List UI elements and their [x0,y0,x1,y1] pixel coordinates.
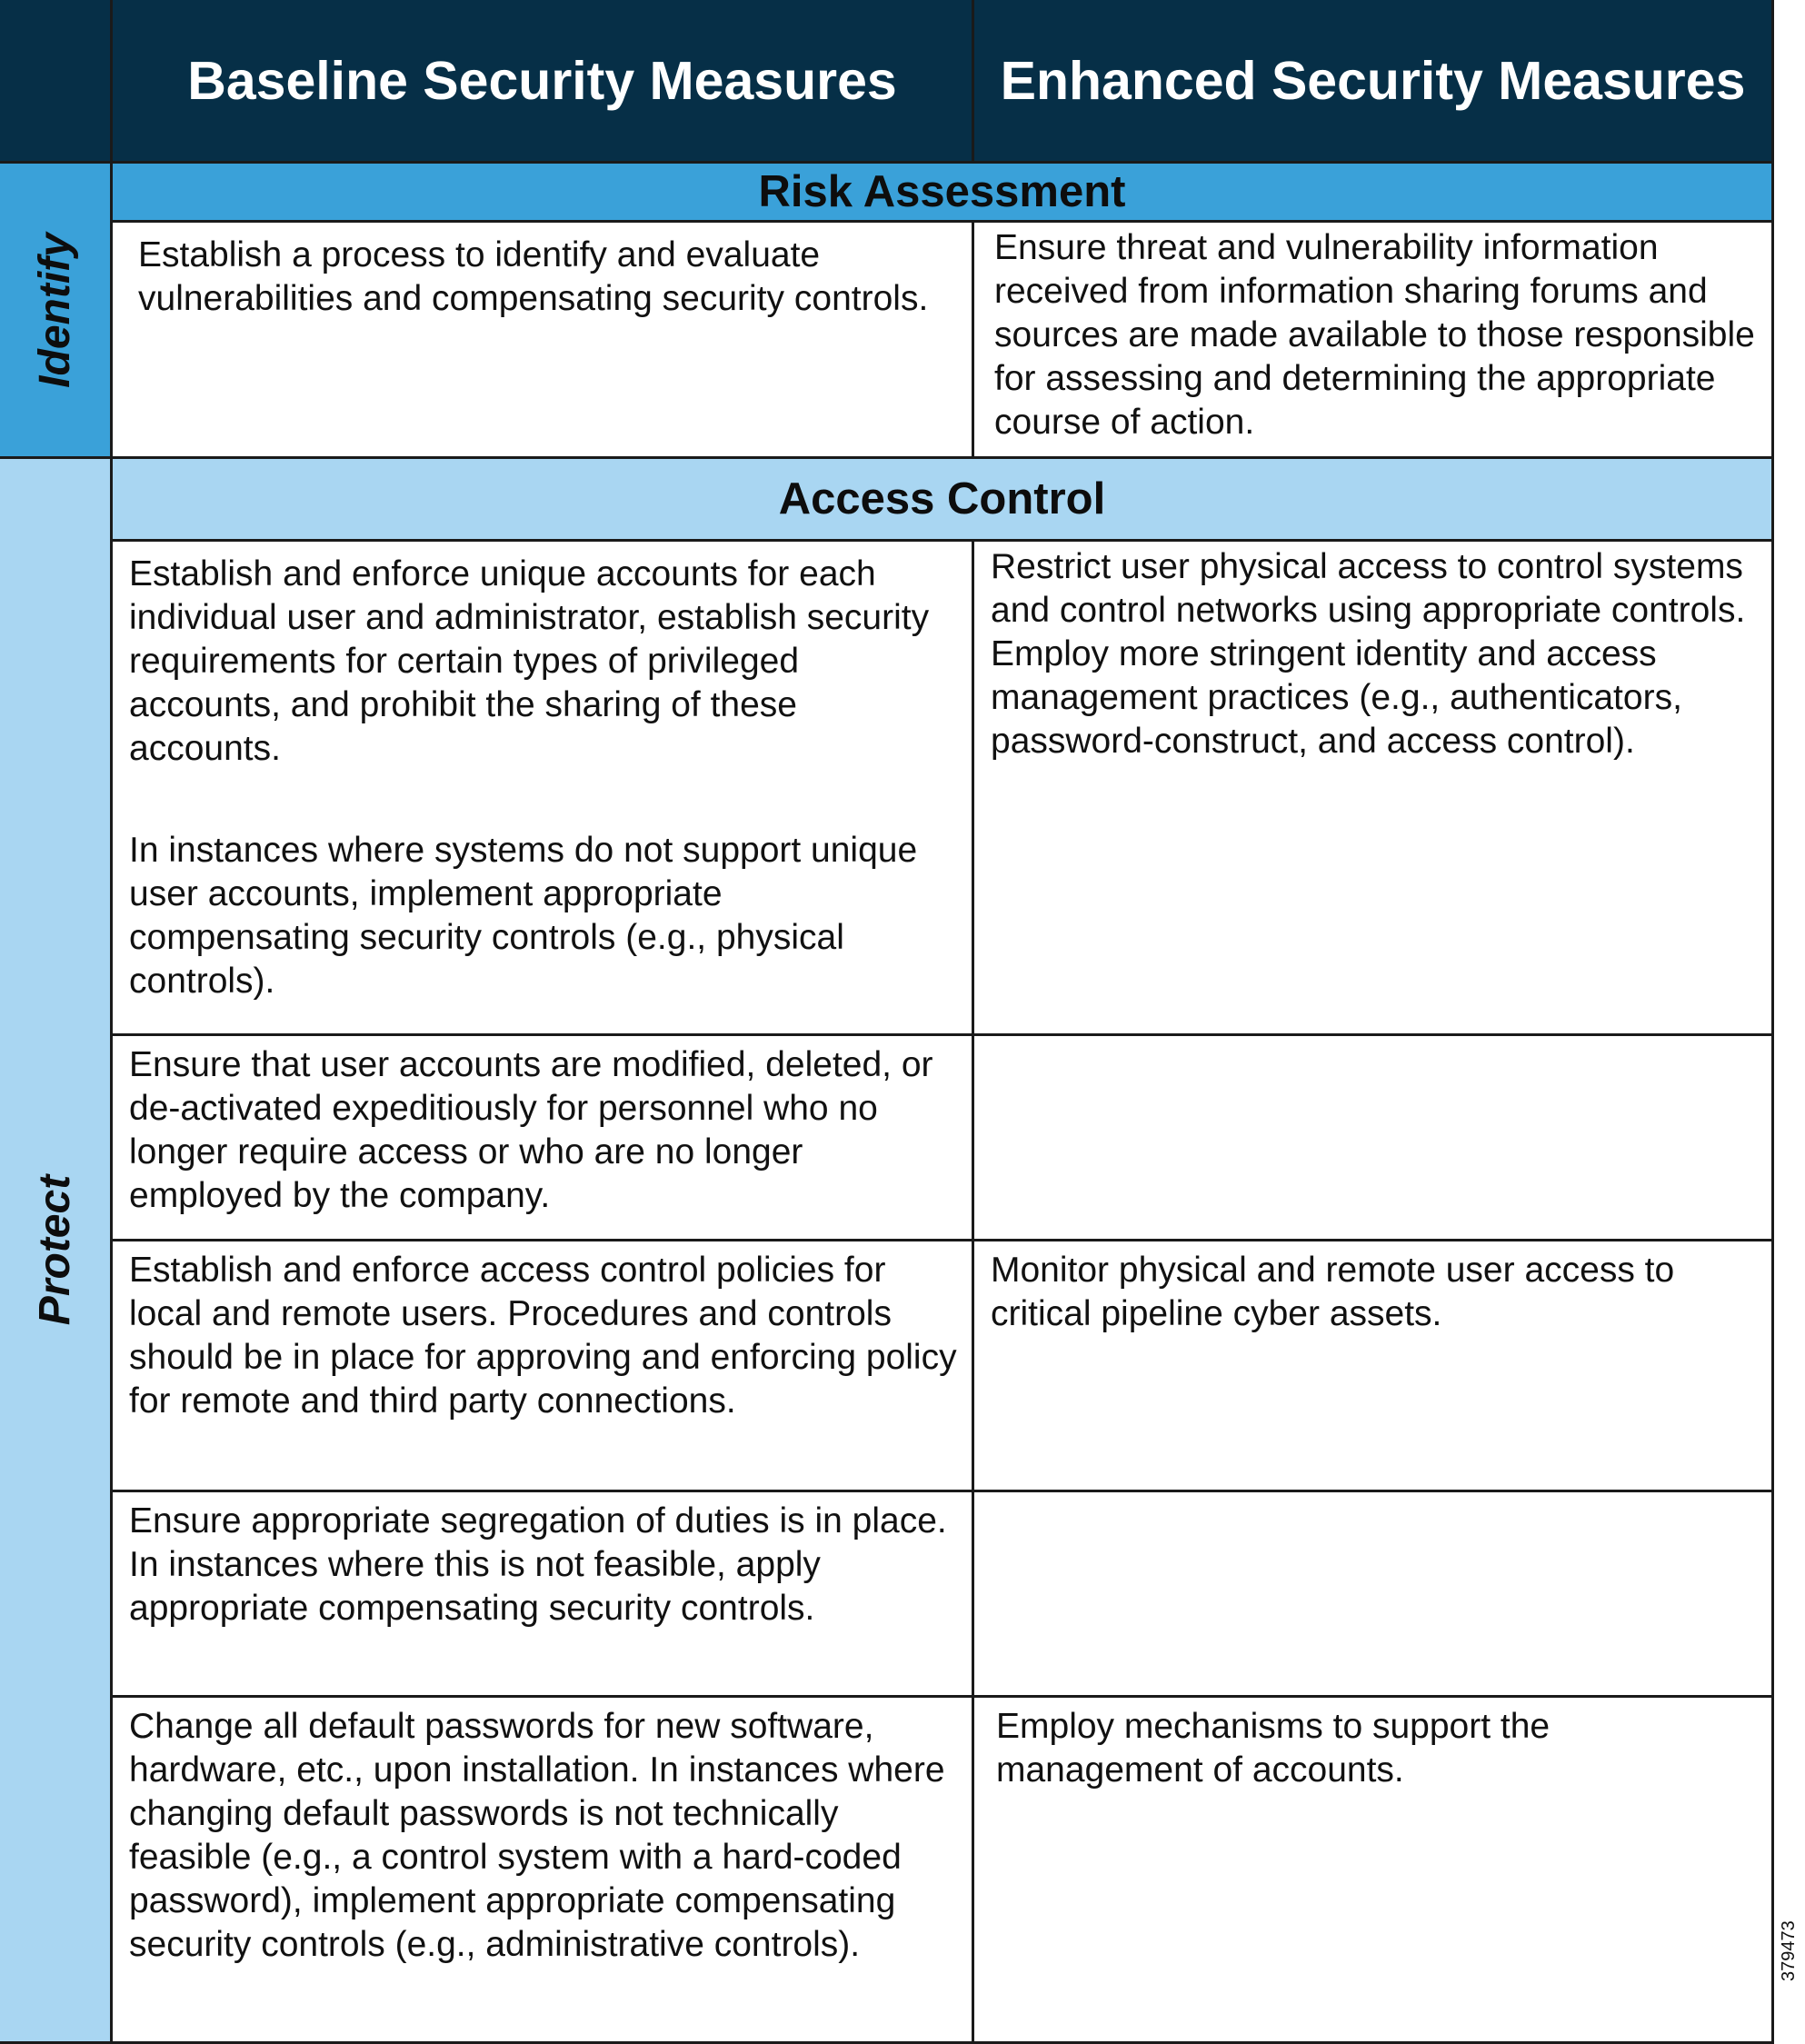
header-baseline: Baseline Security Measures [113,0,974,164]
access-row-5-enhanced [974,1698,1774,2044]
risk-enhanced-cell [974,223,1774,459]
access-row-1-baseline-text-1: Establish and enforce unique accounts for each individual user and administrator, establish security requirements for certain types of privileged accounts, and prohibit the sharing of these accounts. [129,554,930,768]
access-row-1-baseline [113,542,974,1036]
access-row-4-baseline [113,1492,974,1698]
access-row-3-baseline-text: Establish and enforce access control policies for local and remote users. Procedures and controls should be in place for approving and enforcing policy for remote and third party connections. [129,1251,957,1421]
risk-baseline-text: Establish a process to identify and evaluate vulnerabilities and compensating security controls. [138,235,929,318]
section-risk-assessment: Risk Assessment [113,164,1774,223]
access-row-1-enhanced-text: Restrict user physical access to control systems and control networks using appropriate controls. Employ more stringent identity and access management practices (e.g., authenticators, password-construct, and access control). [991,547,1746,761]
category-identify-label: Identify [31,232,80,388]
risk-baseline-cell [113,223,974,459]
access-row-4-enhanced [974,1492,1774,1698]
access-row-5-enhanced-text: Employ mechanisms to support the management of accounts. [996,1707,1551,1790]
risk-enhanced-text: Ensure threat and vulnerability information received from information sharing forums and sources are made available to those responsible for assessing and determining the appropriate course of action. [994,228,1755,442]
header-enhanced: Enhanced Security Measures [974,0,1774,164]
access-row-3-enhanced [974,1241,1774,1492]
category-protect [0,459,113,2044]
section-access-control: Access Control [113,459,1774,542]
header-corner [0,0,113,164]
category-protect-label: Protect [31,1174,79,1326]
access-row-1-enhanced [974,542,1774,1036]
access-row-3-enhanced-text: Monitor physical and remote user access to critical pipeline cyber assets. [991,1251,1675,1333]
access-row-5-baseline-text: Change all default passwords for new software, hardware, etc., upon installation. In instances where changing default passwords is not technically feasible (e.g., a control system with a hard-coded password), implement appropriate compensating security controls (e.g., administrative controls). [129,1707,945,1964]
figure-id: 379473 [1779,1920,1799,1981]
access-row-3-baseline [113,1241,974,1492]
access-row-5-baseline [113,1698,974,2044]
access-row-1-baseline-text-2: In instances where systems do not support unique user accounts, implement appropriate compensating security controls (e.g., physical controls). [129,831,918,1001]
access-row-2-baseline [113,1036,974,1241]
access-row-2-enhanced [974,1036,1774,1241]
access-row-4-baseline-text: Ensure appropriate segregation of duties is in place. In instances where this is not feasible, apply appropriate compensating security controls. [129,1501,947,1628]
access-row-2-baseline-text: Ensure that user accounts are modified, deleted, or de-activated expeditiously for personnel who no longer require access or who are no longer employed by the company. [129,1045,933,1215]
category-identify [0,164,113,459]
